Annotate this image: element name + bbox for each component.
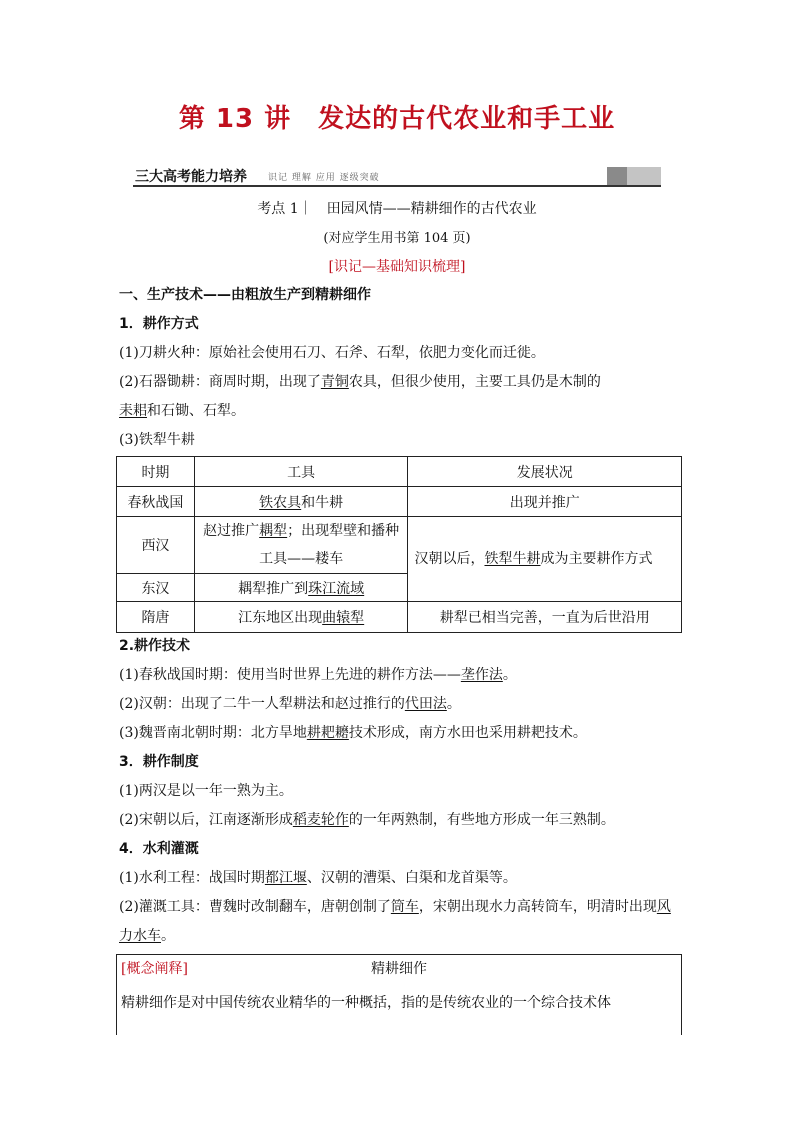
table-cell: 出现并推广 (408, 487, 682, 517)
paragraph: (2)宋朝以后，江南逐渐形成稻麦轮作的一年两熟制，有些地方形成一年三熟制。 (119, 812, 615, 828)
paragraph: 耒耜和石锄、石犁。 (119, 403, 245, 419)
paragraph: (3)铁犁牛耕 (119, 432, 195, 448)
table-cell: 隋唐 (117, 602, 195, 633)
key-term: 垄作法 (460, 667, 503, 683)
key-term: 耕耙耱 (306, 725, 349, 741)
table-header: 时期 (117, 457, 195, 487)
subheading-2: 2.耕作技术 (119, 638, 191, 654)
banner-label: 三大高考能力培养 (135, 169, 247, 185)
table-header-row (117, 457, 682, 487)
table-header: 发展状况 (408, 457, 682, 487)
key-term: 筒车 (390, 899, 419, 915)
paragraph: (1)两汉是以一年一熟为主。 (119, 783, 293, 799)
subheading-1: 1．耕作方式 (119, 316, 199, 332)
subheading-4: 4．水利灌溉 (119, 841, 199, 857)
table-cell: 铁农具和牛耕 (194, 487, 408, 517)
banner-decoration-light (627, 167, 661, 185)
key-term: 风力水车 (119, 899, 671, 944)
heading-1: 一、生产技术——由粗放生产到精耕细作 (119, 287, 371, 303)
table-cell: 江东地区出现曲辕犁 (194, 602, 408, 633)
paragraph: (2)石器锄耕：商周时期，出现了青铜农具，但很少使用，主要工具仍是木制的 (119, 374, 601, 390)
table-row (117, 602, 682, 633)
key-term: 代田法 (404, 696, 447, 712)
table-cell: 东汉 (117, 574, 195, 602)
kaodian-label: 考点 1 (257, 201, 299, 217)
table-cell: 耕犁已相当完善，一直为后世沿用 (408, 602, 682, 633)
banner-decoration-dark (607, 167, 627, 185)
subheading-3: 3．耕作制度 (119, 754, 199, 770)
kaodian-text: 田园风情——精耕细作的古代农业 (326, 201, 537, 217)
paragraph: (2)汉朝：出现了二牛一人犁耕法和赵过推行的代田法。 (119, 696, 461, 712)
table-row (117, 517, 682, 574)
paragraph: (1)春秋战国时期：使用当时世界上先进的耕作方法——垄作法。 (119, 667, 517, 683)
key-term: 耒耜 (119, 403, 147, 419)
section-banner (133, 164, 661, 186)
table-row (117, 487, 682, 517)
key-term: 稻麦轮作 (292, 812, 349, 828)
tools-table (116, 456, 682, 633)
table-cell: 西汉 (117, 517, 195, 574)
kaodian-line (0, 198, 794, 218)
paragraph: (1)水利工程：战国时期都江堰、汉朝的漕渠、白渠和龙首渠等。 (119, 870, 517, 886)
table-cell: 赵过推广耦犁；出现犁壁和播种工具——耧车 (194, 517, 408, 574)
table-header: 工具 (194, 457, 408, 487)
paragraph: (1)刀耕火种：原始社会使用石刀、石斧、石犁，依肥力变化而迁徙。 (119, 345, 545, 361)
content-block-1 (119, 281, 679, 455)
concept-box (116, 954, 682, 1035)
banner-rule (133, 185, 661, 187)
paragraph: (3)魏晋南北朝时期：北方旱地耕耙耱技术形成，南方水田也采用耕耙技术。 (119, 725, 587, 741)
key-term: 青铜 (320, 374, 349, 390)
concept-title: 精耕细作 (371, 961, 427, 977)
section-tag: [识记—基础知识梳理] (328, 259, 466, 275)
table-cell: 汉朝以后，铁犁牛耕成为主要耕作方式 (408, 517, 682, 602)
paragraph: (2)灌溉工具：曹魏时改制翻车，唐朝创制了筒车，宋朝出现水力高转筒车，明清时出现风力水车。 (119, 899, 671, 944)
page-reference: (对应学生用书第 104 页) (323, 231, 471, 246)
table-cell: 春秋战国 (117, 487, 195, 517)
concept-tag: [概念阐释] (121, 961, 188, 977)
content-block-2 (119, 632, 679, 951)
page-title: 第 13 讲 发达的古代农业和手工业 (178, 104, 616, 134)
banner-subtitle: 识记 理解 应用 逐级突破 (268, 173, 380, 183)
key-term: 都江堰 (264, 870, 307, 886)
concept-body: 精耕细作是对中国传统农业精华的一种概括，指的是传统农业的一个综合技术体 (121, 995, 611, 1011)
kaodian-separator: ｜ (298, 201, 313, 217)
table-cell: 耦犁推广到珠江流域 (194, 574, 408, 602)
